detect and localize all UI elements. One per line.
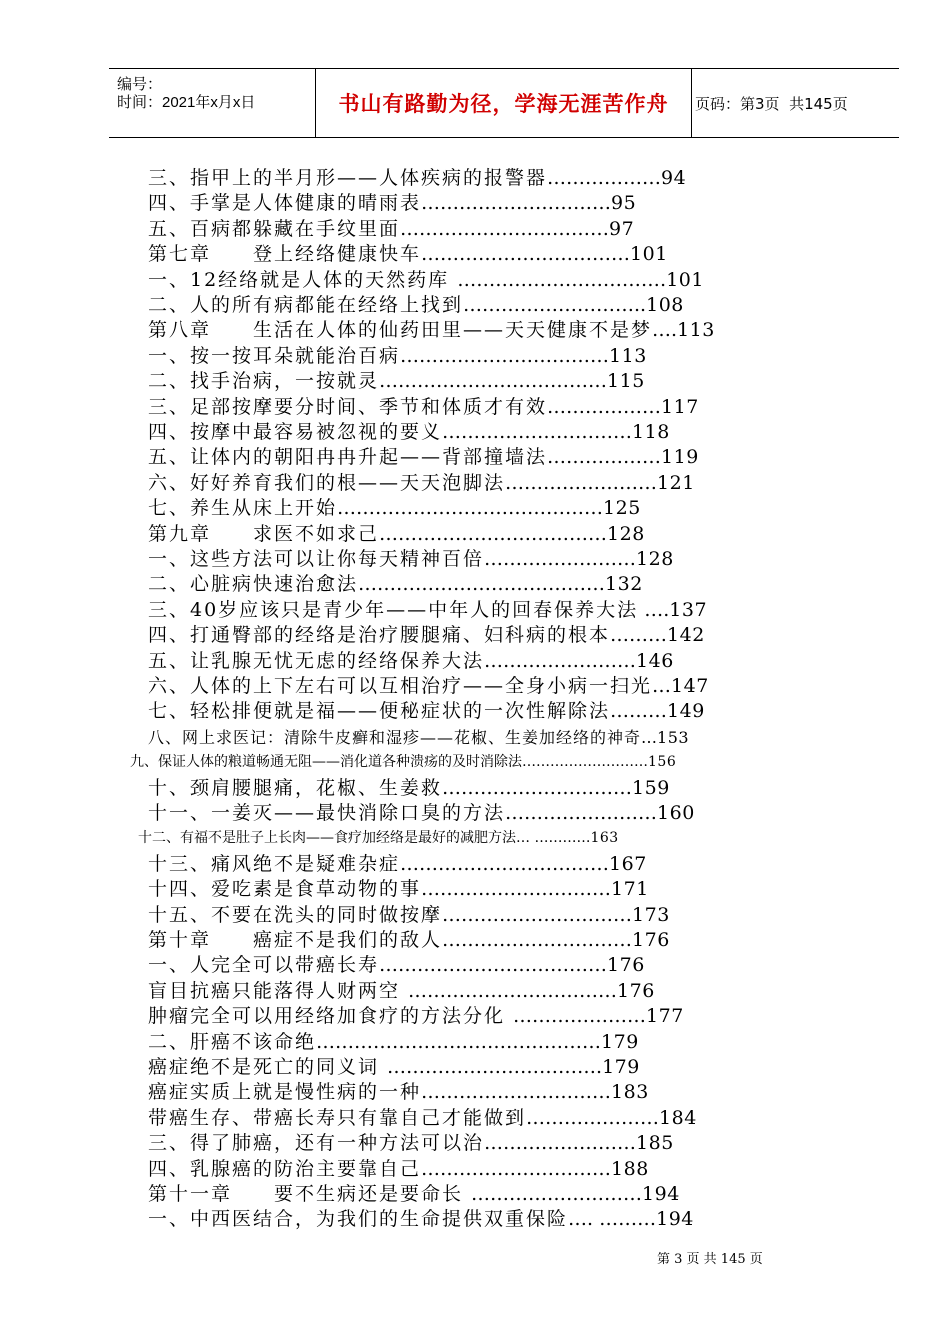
toc-entry (138, 826, 619, 851)
toc-entry-title: 九、保证人体的粮道畅通无阻——消化道各种溃疡的及时消除法 (130, 754, 522, 771)
toc-entry-page: 132 (605, 573, 643, 596)
toc-entry (148, 1157, 649, 1182)
toc-entry-title: 五、让乳腺无忧无虑的经络保养大法 (148, 649, 485, 672)
toc-entry-leader: …………………………… (400, 852, 610, 875)
toc-entry (148, 1106, 697, 1131)
toc-entry-title: 癌症实质上就是慢性病的一种 (148, 1081, 422, 1104)
toc-entry-leader: ………………………… (421, 1081, 612, 1104)
header-page-info: 页码：第3页 共145页 (695, 94, 848, 113)
toc-entry-title: 第十章 癌症不是我们的敌人 (148, 929, 443, 951)
toc-entry-page: 113 (677, 319, 715, 342)
toc-entry (148, 801, 695, 826)
toc-entry (148, 395, 699, 420)
toc-entry-leader: ……………… (547, 446, 662, 469)
toc-entry-title: 一、按一按耳朵就能治百病 (148, 344, 401, 367)
toc-entry-title: 第八章 生活在人体的仙药田里——天天健康不是梦 (148, 319, 653, 342)
toc-entry-leader: ……………… (547, 395, 662, 418)
toc-entry-title: 六、人体的上下左右可以互相治疗——全身小病一扫光 (148, 675, 653, 697)
toc-entry (148, 699, 705, 724)
toc-entry-title: 肿瘤完全可以用经络加食疗的方法分化 (148, 1005, 514, 1028)
toc-entry (148, 471, 695, 496)
toc-entry-leader: ……………………………… (379, 954, 608, 977)
toc-entry-leader: ……… (610, 700, 668, 723)
toc-entry (148, 903, 670, 928)
toc-entry-page: 183 (611, 1081, 649, 1104)
toc-entry (148, 572, 643, 597)
toc-entry-title: 盲目抗癌只能落得人财两空 (148, 979, 409, 1002)
toc-entry-title: 十、颈肩腰腿痛，花椒、生姜救 (148, 776, 443, 799)
toc-entry-page: 160 (657, 802, 695, 824)
toc-entry-page: 113 (609, 344, 647, 367)
toc-entry-page: 142 (667, 624, 705, 647)
toc-entry-page: 194 (642, 1183, 680, 1205)
toc-entry-title: 第七章 登上经络健康快车 (148, 243, 422, 266)
toc-entry (148, 344, 647, 369)
toc-entry-title: 二、心脏病快速治愈法 (148, 573, 359, 596)
toc-entry-title: 一、12经络就是人体的天然药库 (148, 268, 458, 291)
toc-entry-title: 六、好好养育我们的根——天天泡脚法 (148, 471, 506, 494)
toc-entry-page: 163 (590, 830, 619, 847)
toc-entry-leader: …………………… (484, 649, 637, 672)
toc-entry-title: 四、乳腺癌的防治主要靠自己 (148, 1157, 422, 1180)
toc-entry-leader: ……………………………. (387, 1056, 603, 1078)
toc-entry-title: 第十一章 要不生病还是要命长 (148, 1183, 472, 1205)
toc-entry-leader: ………………………… (442, 929, 633, 951)
toc-entry-page: 117 (661, 395, 699, 418)
toc-entry (148, 1131, 674, 1156)
toc-entry-leader: …………………………… (400, 344, 610, 367)
toc-entry (148, 953, 645, 978)
toc-entry-title: 十一、一姜灭——最快消除口臭的方法 (148, 802, 506, 824)
toc-entry-title: 七、养生从床上开始 (148, 497, 338, 520)
header-meta-cell (109, 69, 316, 137)
toc-entry (148, 547, 674, 572)
toc-entry (148, 268, 704, 293)
toc-entry-title: 三、得了肺癌，还有一种方法可以治 (148, 1132, 485, 1155)
header-motto: 书山有路勤为径，学海无涯苦作舟 (316, 69, 692, 137)
toc-entry (148, 191, 636, 216)
toc-entry-title: 四、打通臀部的经络是治疗腰腿痛、妇科病的根本 (148, 624, 611, 647)
toc-entry-page: 177 (646, 1005, 684, 1028)
toc-entry-page: 97 (609, 217, 635, 240)
toc-entry-title: 五、百病都躲藏在手纹里面 (148, 217, 401, 240)
toc-entry (148, 877, 649, 902)
toc-entry-page: 137 (669, 598, 708, 621)
toc-entry-page: 156 (648, 754, 677, 771)
toc-entry-page: 185 (636, 1132, 674, 1155)
toc-entry-title: 十五、不要在洗头的同时做按摩 (148, 903, 443, 926)
page-footer: 第 3 页 共 145 页 (657, 1252, 763, 1267)
toc-entry-page: 171 (611, 878, 649, 901)
toc-entry-page: 108 (646, 294, 684, 316)
toc-entry-page: 188 (611, 1157, 649, 1180)
toc-entry (148, 623, 705, 648)
toc-entry-leader: …………………… (505, 471, 658, 494)
toc-entry-page: 179 (601, 1030, 639, 1053)
toc-entry (148, 674, 709, 699)
toc-entry-title: 三、指甲上的半月形——人体疾病的报警器 (148, 167, 548, 189)
toc-entry-page: 119 (661, 446, 699, 469)
toc-entry-leader: …. (638, 598, 670, 621)
toc-entry (148, 1030, 639, 1055)
toc-entry-leader: ……………………………………… (316, 1030, 602, 1053)
toc-entry-leader: ………………… (526, 1106, 660, 1129)
page-header (109, 68, 899, 138)
toc-entry-page: 176 (607, 954, 645, 977)
toc-entry-title: 癌症绝不是死亡的同义词 (148, 1056, 388, 1078)
toc-entry-leader: ………………………… (421, 1157, 612, 1180)
toc-entry-title: 二、人的所有病都能在经络上找到 (148, 294, 464, 316)
toc-entry (130, 750, 676, 775)
toc-entry-leader: ………………………… (442, 776, 633, 799)
toc-entry (148, 522, 645, 547)
toc-entry (148, 496, 641, 521)
toc-entry (148, 725, 689, 750)
toc-entry-leader: …………………………… (400, 217, 610, 240)
toc-entry-leader: …. ……… (568, 1208, 657, 1231)
toc-entry-leader: …………………………………… (337, 497, 604, 520)
toc-entry-title: 三、40岁应该只是青少年——中年人的回春保养大法 (148, 598, 639, 621)
toc-entry-leader: ……………………………… (379, 522, 608, 545)
toc-entry-page: 167 (609, 852, 647, 875)
toc-entry (148, 217, 634, 242)
toc-entry-title: 第九章 求医不如求己 (148, 522, 380, 545)
toc-entry (148, 420, 670, 445)
toc-entry-leader: … (641, 727, 658, 747)
toc-entry (148, 1207, 694, 1232)
toc-entry-page: 128 (607, 522, 645, 545)
toc-entry-title: 四、按摩中最容易被忽视的要义 (148, 421, 443, 443)
toc-entry (148, 1004, 684, 1029)
toc-entry-title: 二、肝癌不该命绝 (148, 1030, 317, 1053)
toc-entry-page: 101 (630, 243, 668, 266)
toc-entry (148, 318, 715, 343)
toc-entry-leader: ……………………….. (463, 294, 647, 316)
toc-entry-leader: ……… (610, 624, 668, 647)
toc-entry-page: 94 (661, 167, 687, 189)
toc-entry-page: 121 (657, 471, 695, 494)
toc-entry-page: 115 (607, 370, 645, 393)
toc-entry-page: 184 (659, 1106, 697, 1129)
toc-entry-leader: ………………………… (421, 192, 612, 215)
date-label: 时间：2021年x月x日 (117, 94, 256, 111)
number-label: 编号： (117, 76, 163, 93)
toc-entry-page: 128 (636, 548, 674, 570)
toc-entry-page: 125 (603, 497, 641, 520)
toc-entry-leader: ………………… (513, 1005, 647, 1028)
toc-entry-title: 二、找手治病，一按就灵 (148, 370, 380, 393)
toc-entry-title: 四、手掌是人体健康的晴雨表 (148, 192, 422, 215)
toc-entry-page: 147 (671, 675, 709, 697)
toc-entry-leader: ………………………………… (358, 573, 606, 596)
toc-entry (148, 852, 647, 877)
toc-entry-page: 118 (632, 421, 670, 443)
toc-entry (148, 1055, 640, 1080)
toc-entry-title: 一、中西医结合，为我们的生命提供双重保险 (148, 1208, 569, 1231)
toc-entry-leader: …………………… (484, 1132, 637, 1155)
toc-entry (148, 293, 684, 318)
toc-entry-title: 十二、有福不是肚子上长肉——食疗加经络是最好的减肥方法… (138, 830, 535, 847)
toc-entry-leader: ……………………… (471, 1183, 643, 1205)
toc-entry (148, 598, 707, 623)
toc-entry (148, 369, 645, 394)
toc-entry-title: 一、人完全可以带癌长寿 (148, 954, 380, 977)
toc-entry (148, 649, 674, 674)
toc-entry-page: 194 (656, 1208, 694, 1231)
toc-entry-page: 95 (611, 192, 637, 215)
toc-entry-leader: ……………………… (522, 754, 648, 771)
toc-entry-page: 173 (632, 903, 670, 926)
toc-entry-page: 176 (632, 929, 670, 951)
toc-entry-title: 一、这些方法可以让你每天精神百倍 (148, 548, 485, 570)
toc-entry-leader: ………………………… (442, 903, 633, 926)
toc-entry-leader: ……………………………… (379, 370, 608, 393)
toc-entry-title: 带癌生存、带癌长寿只有靠自己才能做到 (148, 1106, 527, 1129)
toc-entry-title: 八、网上求医记：清除牛皮癣和湿疹——花椒、生姜加经络的神奇 (148, 727, 642, 747)
toc-entry (148, 445, 699, 470)
toc-entry (148, 242, 668, 267)
toc-entry-title: 三、足部按摩要分时间、季节和体质才有效 (148, 395, 548, 418)
toc-entry-leader: …………………………… (421, 243, 631, 266)
toc-entry-title: 七、轻松排便就是福——便秘症状的一次性解除法 (148, 700, 611, 723)
toc-entry-page: 179 (602, 1056, 640, 1078)
toc-entry (148, 928, 670, 953)
toc-entry-leader: …. (652, 319, 678, 342)
toc-entry-leader: ………………………… (442, 421, 633, 443)
toc-entry-page: 176 (617, 979, 655, 1002)
toc-entry-page: 101 (666, 268, 704, 291)
toc-entry (148, 1080, 649, 1105)
toc-entry-leader: ………………………… (421, 878, 612, 901)
toc-entry-page: 153 (657, 727, 690, 747)
toc-entry-title: 五、让体内的朝阳冉冉升起——背部撞墙法 (148, 446, 548, 469)
toc-entry-page: 159 (632, 776, 670, 799)
toc-entry-leader: …………………… (505, 802, 658, 824)
toc-entry (148, 776, 670, 801)
toc-entry-leader: …………………………… (408, 979, 618, 1002)
toc-entry-title: 十四、爱吃素是食草动物的事 (148, 878, 422, 901)
toc-entry (148, 1182, 680, 1207)
header-page-info-cell (692, 69, 899, 137)
toc-entry-leader: …………………………… (457, 268, 667, 291)
toc-entry (148, 979, 655, 1004)
toc-entry (148, 166, 686, 191)
toc-entry-leader: ………… (534, 830, 591, 847)
toc-entry-page: 146 (636, 649, 674, 672)
toc-entry-title: 十三、痛风绝不是疑难杂症 (148, 852, 401, 875)
toc-entry-leader: … (652, 675, 672, 697)
toc-entry-page: 149 (667, 700, 705, 723)
toc-entry-leader: …………………… (484, 548, 637, 570)
toc-entry-leader: ……………… (547, 167, 662, 189)
